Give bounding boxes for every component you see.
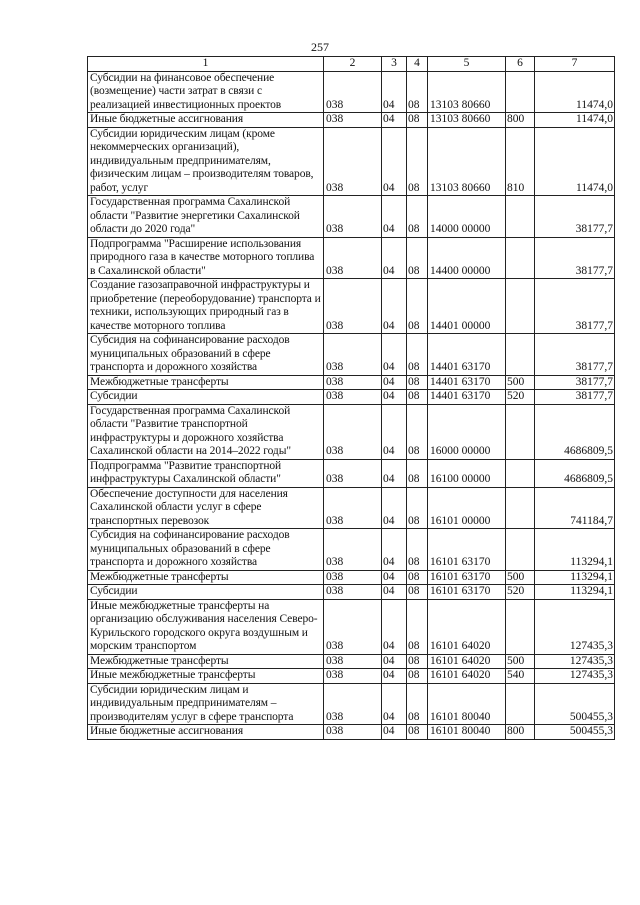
item-name-cell: Субсидия на софинансирование расходов муниципальных образований в сфере транспорта и дорожного хозяйства bbox=[88, 529, 324, 571]
item-name-cell: Субсидия на софинансирование расходов муниципальных образований в сфере транспорта и дорожного хозяйства bbox=[88, 334, 324, 376]
subsection-code-cell: 08 bbox=[407, 725, 428, 740]
item-name-cell: Субсидии bbox=[88, 390, 324, 405]
target-article-cell: 16101 63170 bbox=[428, 529, 506, 571]
expense-type-cell bbox=[506, 71, 535, 113]
item-name-cell: Субсидии юридическим лицам (кроме некоммерческих организаций), индивидуальным предпринимателям, физическим лицам – производителям товаров, работ, услуг bbox=[88, 127, 324, 196]
admin-code-cell: 038 bbox=[324, 669, 382, 684]
item-name-cell: Государственная программа Сахалинской области "Развитие транспортной инфраструктуры и дорожного хозяйства Сахалинской области на 2014–2022 годы" bbox=[88, 404, 324, 459]
item-name-cell: Межбюджетные трансферты bbox=[88, 375, 324, 390]
item-name-cell: Межбюджетные трансферты bbox=[88, 654, 324, 669]
amount-cell: 4686809,5 bbox=[535, 459, 615, 487]
subsection-code-cell: 08 bbox=[407, 599, 428, 654]
subsection-code-cell: 08 bbox=[407, 459, 428, 487]
admin-code-cell: 038 bbox=[324, 390, 382, 405]
amount-cell: 113294,1 bbox=[535, 570, 615, 585]
subsection-code-cell: 08 bbox=[407, 683, 428, 725]
item-name-cell: Иные межбюджетные трансферты bbox=[88, 669, 324, 684]
section-code-cell: 04 bbox=[382, 237, 407, 279]
subsection-code-cell: 08 bbox=[407, 71, 428, 113]
table-row bbox=[88, 127, 615, 196]
expense-type-cell: 810 bbox=[506, 127, 535, 196]
expense-type-cell bbox=[506, 196, 535, 238]
section-code-cell: 04 bbox=[382, 654, 407, 669]
section-code-cell: 04 bbox=[382, 585, 407, 600]
subsection-code-cell: 08 bbox=[407, 237, 428, 279]
admin-code-cell: 038 bbox=[324, 113, 382, 128]
admin-code-cell: 038 bbox=[324, 683, 382, 725]
column-number-row bbox=[88, 57, 615, 72]
admin-code-cell: 038 bbox=[324, 529, 382, 571]
item-name-cell: Обеспечение доступности для населения Сахалинской области услуг в сфере транспортных перевозок bbox=[88, 487, 324, 529]
section-code-cell: 04 bbox=[382, 279, 407, 334]
admin-code-cell: 038 bbox=[324, 404, 382, 459]
amount-cell: 38177,7 bbox=[535, 390, 615, 405]
table-row bbox=[88, 585, 615, 600]
subsection-code-cell: 08 bbox=[407, 654, 428, 669]
expense-type-cell: 800 bbox=[506, 725, 535, 740]
subsection-code-cell: 08 bbox=[407, 113, 428, 128]
subsection-code-cell: 08 bbox=[407, 334, 428, 376]
target-article-cell: 16101 63170 bbox=[428, 570, 506, 585]
table-row bbox=[88, 725, 615, 740]
subsection-code-cell: 08 bbox=[407, 375, 428, 390]
amount-cell: 38177,7 bbox=[535, 334, 615, 376]
item-name-cell: Межбюджетные трансферты bbox=[88, 570, 324, 585]
table-row bbox=[88, 487, 615, 529]
section-code-cell: 04 bbox=[382, 459, 407, 487]
column-header: 4 bbox=[407, 57, 428, 72]
amount-cell: 38177,7 bbox=[535, 375, 615, 390]
subsection-code-cell: 08 bbox=[407, 487, 428, 529]
section-code-cell: 04 bbox=[382, 725, 407, 740]
expense-type-cell: 800 bbox=[506, 113, 535, 128]
expense-type-cell bbox=[506, 404, 535, 459]
expense-type-cell bbox=[506, 279, 535, 334]
column-header: 5 bbox=[428, 57, 506, 72]
target-article-cell: 16101 80040 bbox=[428, 725, 506, 740]
table-row bbox=[88, 390, 615, 405]
amount-cell: 741184,7 bbox=[535, 487, 615, 529]
amount-cell: 127435,3 bbox=[535, 654, 615, 669]
item-name-cell: Создание газозаправочной инфраструктуры и приобретение (переоборудование) транспорта и техники, использующих природный газ в качестве моторного топлива bbox=[88, 279, 324, 334]
target-article-cell: 16101 80040 bbox=[428, 683, 506, 725]
admin-code-cell: 038 bbox=[324, 570, 382, 585]
item-name-cell: Субсидии bbox=[88, 585, 324, 600]
table-row bbox=[88, 375, 615, 390]
column-header: 6 bbox=[506, 57, 535, 72]
column-header: 2 bbox=[324, 57, 382, 72]
column-header: 7 bbox=[535, 57, 615, 72]
amount-cell: 500455,3 bbox=[535, 683, 615, 725]
budget-table bbox=[87, 56, 615, 740]
admin-code-cell: 038 bbox=[324, 599, 382, 654]
page-number: 257 bbox=[311, 40, 329, 54]
admin-code-cell: 038 bbox=[324, 71, 382, 113]
item-name-cell: Субсидии на финансовое обеспечение (возмещение) части затрат в связи с реализацией инвестиционных проектов bbox=[88, 71, 324, 113]
section-code-cell: 04 bbox=[382, 196, 407, 238]
table-row bbox=[88, 599, 615, 654]
target-article-cell: 16100 00000 bbox=[428, 459, 506, 487]
expense-type-cell bbox=[506, 599, 535, 654]
target-article-cell: 14401 63170 bbox=[428, 334, 506, 376]
section-code-cell: 04 bbox=[382, 113, 407, 128]
amount-cell: 38177,7 bbox=[535, 279, 615, 334]
admin-code-cell: 038 bbox=[324, 375, 382, 390]
target-article-cell: 16101 00000 bbox=[428, 487, 506, 529]
target-article-cell: 16101 63170 bbox=[428, 585, 506, 600]
target-article-cell: 14400 00000 bbox=[428, 237, 506, 279]
table-row bbox=[88, 459, 615, 487]
expense-type-cell: 540 bbox=[506, 669, 535, 684]
target-article-cell: 14401 63170 bbox=[428, 375, 506, 390]
expense-type-cell bbox=[506, 334, 535, 376]
amount-cell: 500455,3 bbox=[535, 725, 615, 740]
target-article-cell: 16101 64020 bbox=[428, 669, 506, 684]
item-name-cell: Иные межбюджетные трансферты на организацию обслуживания населения Северо-Курильского городского округа воздушным и морским транспортом bbox=[88, 599, 324, 654]
section-code-cell: 04 bbox=[382, 127, 407, 196]
expense-type-cell bbox=[506, 529, 535, 571]
expense-type-cell bbox=[506, 487, 535, 529]
table-row bbox=[88, 279, 615, 334]
target-article-cell: 16101 64020 bbox=[428, 654, 506, 669]
table-row bbox=[88, 334, 615, 376]
target-article-cell: 16101 64020 bbox=[428, 599, 506, 654]
subsection-code-cell: 08 bbox=[407, 279, 428, 334]
section-code-cell: 04 bbox=[382, 390, 407, 405]
expense-type-cell bbox=[506, 683, 535, 725]
target-article-cell: 13103 80660 bbox=[428, 71, 506, 113]
subsection-code-cell: 08 bbox=[407, 404, 428, 459]
amount-cell: 127435,3 bbox=[535, 599, 615, 654]
table-row bbox=[88, 669, 615, 684]
target-article-cell: 14000 00000 bbox=[428, 196, 506, 238]
target-article-cell: 13103 80660 bbox=[428, 127, 506, 196]
admin-code-cell: 038 bbox=[324, 725, 382, 740]
subsection-code-cell: 08 bbox=[407, 127, 428, 196]
admin-code-cell: 038 bbox=[324, 279, 382, 334]
subsection-code-cell: 08 bbox=[407, 570, 428, 585]
section-code-cell: 04 bbox=[382, 487, 407, 529]
expense-type-cell bbox=[506, 237, 535, 279]
subsection-code-cell: 08 bbox=[407, 529, 428, 571]
target-article-cell: 16000 00000 bbox=[428, 404, 506, 459]
expense-type-cell: 520 bbox=[506, 390, 535, 405]
table-row bbox=[88, 196, 615, 238]
table-row bbox=[88, 71, 615, 113]
item-name-cell: Подпрограмма "Развитие транспортной инфраструктуры Сахалинской области" bbox=[88, 459, 324, 487]
target-article-cell: 14401 00000 bbox=[428, 279, 506, 334]
amount-cell: 38177,7 bbox=[535, 196, 615, 238]
subsection-code-cell: 08 bbox=[407, 669, 428, 684]
table-row bbox=[88, 113, 615, 128]
target-article-cell: 14401 63170 bbox=[428, 390, 506, 405]
amount-cell: 113294,1 bbox=[535, 585, 615, 600]
amount-cell: 113294,1 bbox=[535, 529, 615, 571]
expense-type-cell: 500 bbox=[506, 654, 535, 669]
admin-code-cell: 038 bbox=[324, 487, 382, 529]
subsection-code-cell: 08 bbox=[407, 196, 428, 238]
item-name-cell: Иные бюджетные ассигнования bbox=[88, 725, 324, 740]
item-name-cell: Государственная программа Сахалинской области "Развитие энергетики Сахалинской области до 2020 года" bbox=[88, 196, 324, 238]
amount-cell: 127435,3 bbox=[535, 669, 615, 684]
expense-type-cell bbox=[506, 459, 535, 487]
amount-cell: 11474,0 bbox=[535, 127, 615, 196]
item-name-cell: Иные бюджетные ассигнования bbox=[88, 113, 324, 128]
admin-code-cell: 038 bbox=[324, 127, 382, 196]
section-code-cell: 04 bbox=[382, 375, 407, 390]
item-name-cell: Субсидии юридическим лицам и индивидуальным предпринимателям – производителям услуг в сфере транспорта bbox=[88, 683, 324, 725]
amount-cell: 38177,7 bbox=[535, 237, 615, 279]
expense-type-cell: 520 bbox=[506, 585, 535, 600]
table-row bbox=[88, 237, 615, 279]
table-row bbox=[88, 683, 615, 725]
section-code-cell: 04 bbox=[382, 683, 407, 725]
section-code-cell: 04 bbox=[382, 529, 407, 571]
subsection-code-cell: 08 bbox=[407, 390, 428, 405]
amount-cell: 11474,0 bbox=[535, 71, 615, 113]
amount-cell: 11474,0 bbox=[535, 113, 615, 128]
admin-code-cell: 038 bbox=[324, 334, 382, 376]
admin-code-cell: 038 bbox=[324, 237, 382, 279]
table-row bbox=[88, 570, 615, 585]
section-code-cell: 04 bbox=[382, 570, 407, 585]
table-row bbox=[88, 654, 615, 669]
admin-code-cell: 038 bbox=[324, 459, 382, 487]
admin-code-cell: 038 bbox=[324, 585, 382, 600]
column-header: 1 bbox=[88, 57, 324, 72]
item-name-cell: Подпрограмма "Расширение использования природного газа в качестве моторного топлива в Сахалинской области" bbox=[88, 237, 324, 279]
section-code-cell: 04 bbox=[382, 669, 407, 684]
section-code-cell: 04 bbox=[382, 334, 407, 376]
subsection-code-cell: 08 bbox=[407, 585, 428, 600]
column-header: 3 bbox=[382, 57, 407, 72]
admin-code-cell: 038 bbox=[324, 654, 382, 669]
expense-type-cell: 500 bbox=[506, 570, 535, 585]
amount-cell: 4686809,5 bbox=[535, 404, 615, 459]
section-code-cell: 04 bbox=[382, 404, 407, 459]
table-row bbox=[88, 529, 615, 571]
section-code-cell: 04 bbox=[382, 599, 407, 654]
section-code-cell: 04 bbox=[382, 71, 407, 113]
target-article-cell: 13103 80660 bbox=[428, 113, 506, 128]
expense-type-cell: 500 bbox=[506, 375, 535, 390]
table-row bbox=[88, 404, 615, 459]
admin-code-cell: 038 bbox=[324, 196, 382, 238]
